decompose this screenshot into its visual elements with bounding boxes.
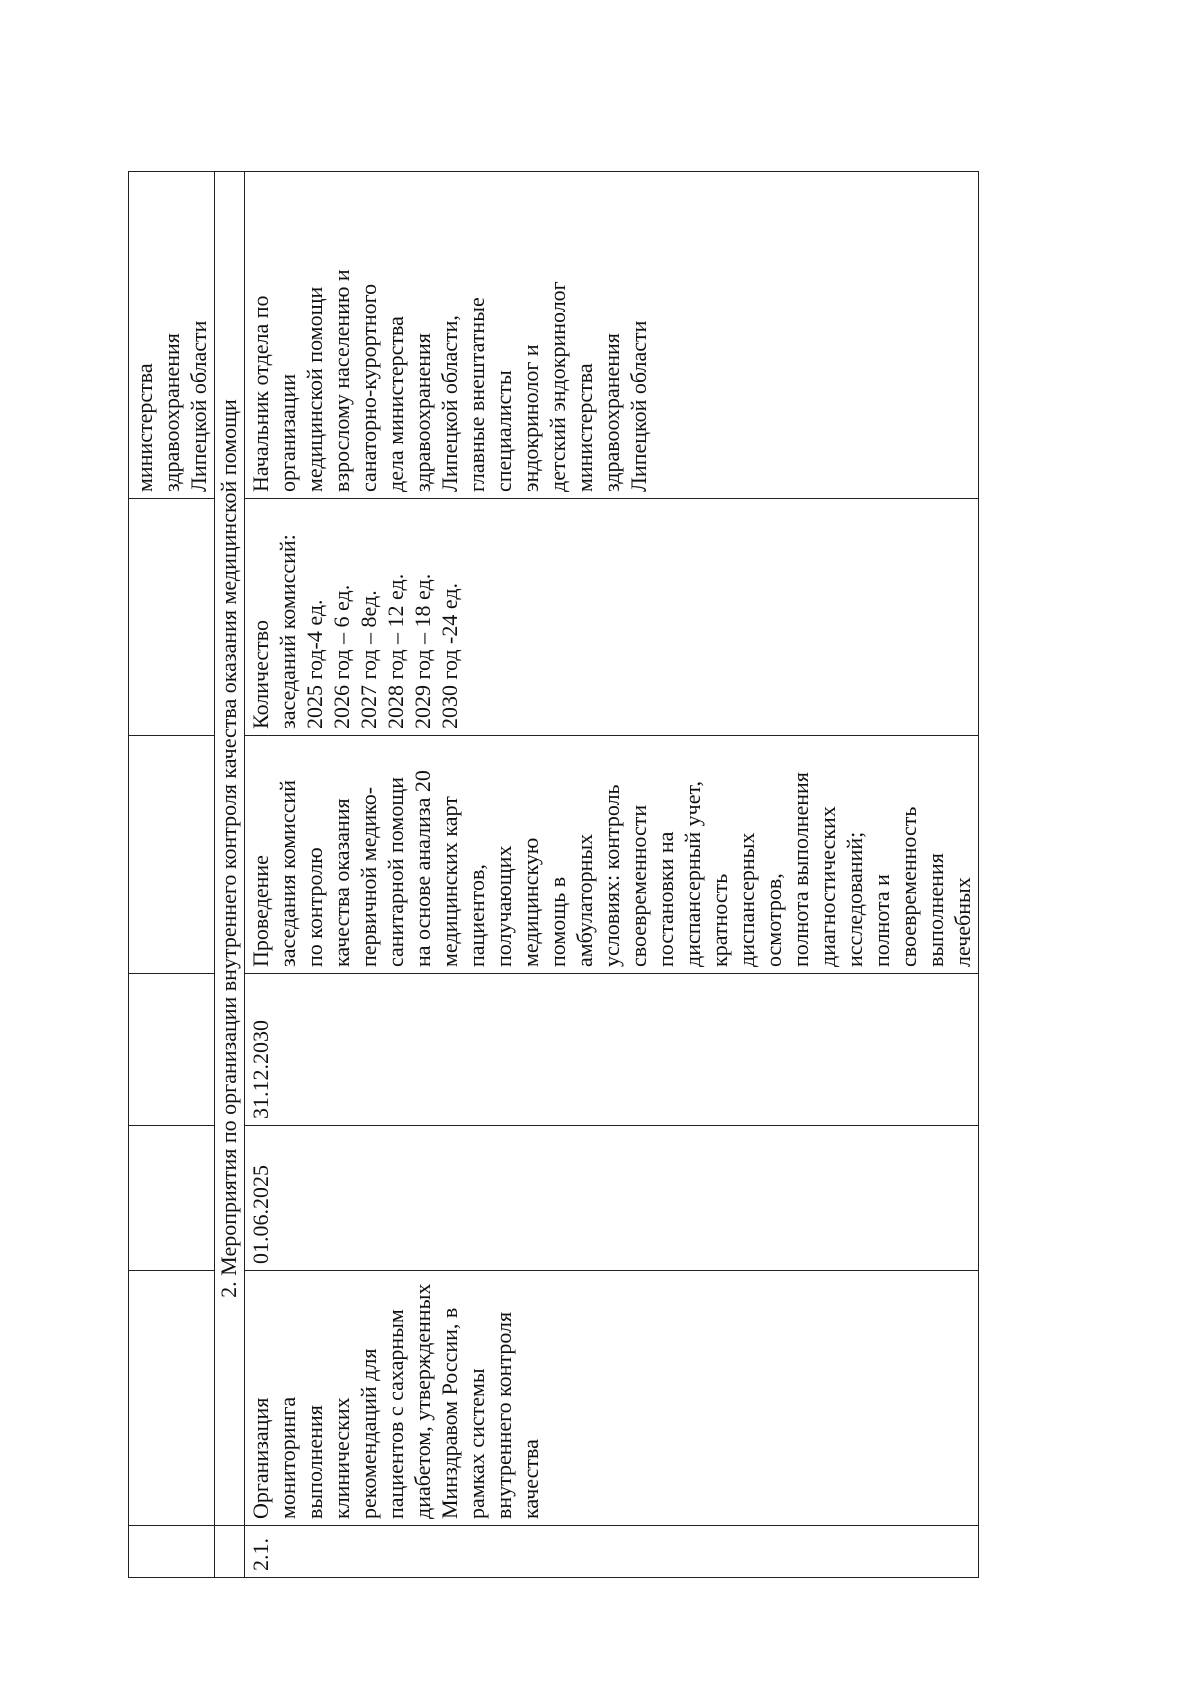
text-line: Начальник отдела по [248, 295, 273, 492]
cell-empty [129, 1526, 215, 1578]
text-line: Минздравом России, в [437, 1307, 462, 1519]
indicator-cell [245, 499, 979, 736]
text-line: постановки на [653, 831, 678, 967]
text-line: здравоохранения [410, 333, 435, 492]
text-line: по контролю [302, 847, 327, 967]
text-line: мониторинга [275, 1396, 300, 1519]
rotated-table-wrapper [128, 172, 975, 1578]
text-line: здравоохранения [159, 333, 184, 492]
text-line: 2026 год – 6 ед. [329, 584, 354, 729]
description-cell [245, 736, 979, 974]
text-line: дела министерства [383, 316, 408, 492]
row-number: 2.1. [245, 1526, 979, 1578]
text-line: 2025 год-4 ед. [302, 599, 327, 729]
text-line: пациентов с сахарным [383, 1309, 408, 1519]
text-line: взрослому населению и [329, 269, 354, 492]
cell-empty [215, 1526, 245, 1578]
cell-empty [129, 1271, 215, 1526]
continuation-row [129, 172, 215, 1578]
text-line: медицинской помощи [302, 286, 327, 492]
text-line: эндокринолог и [518, 344, 543, 492]
text-line: Организация [248, 1397, 273, 1519]
text-line: рамках системы [464, 1368, 489, 1519]
text-line: министерства [572, 363, 597, 492]
text-line: диагностических [815, 806, 840, 967]
text-line: первичной медико- [356, 786, 381, 967]
cell-empty [129, 736, 215, 974]
text-line: 2030 год -24 ед. [437, 582, 462, 729]
section-row [215, 172, 245, 1578]
cell-empty [129, 974, 215, 1126]
text-line: медицинскую [518, 837, 543, 967]
plan-table [128, 171, 979, 1578]
text-line: кратность [707, 873, 732, 967]
text-line: Липецкой области, [437, 315, 462, 492]
text-line: санаторно-курортного [356, 283, 381, 492]
text-line: Липецкой области [186, 320, 211, 492]
text-line: исследований; [842, 831, 867, 967]
section-title: 2. Мероприятия по организации внутреннего контроля качества оказания медицинской помощи [215, 172, 245, 1526]
text-line: санитарной помощи [383, 776, 408, 967]
text-line: организации [275, 373, 300, 492]
measure-name-cell [245, 1271, 979, 1526]
text-line: клинических [329, 1397, 354, 1519]
text-line: заседания комиссий [275, 779, 300, 967]
text-line: здравоохранения [599, 333, 624, 492]
text-line: 2029 год – 18 ед. [410, 573, 435, 729]
text-line: выполнения [302, 1405, 327, 1519]
text-line: заседаний комиссий: [275, 534, 300, 729]
text-line: получающих [491, 845, 516, 967]
text-line: на основе анализа 20 [410, 770, 435, 967]
continuation-responsible-cell [129, 172, 215, 499]
start-date-cell: 01.06.2025 [245, 1126, 979, 1271]
text-line: качества оказания [329, 798, 354, 967]
text-line: детский эндокринолог [545, 281, 570, 492]
text-line: специалисты [491, 370, 516, 492]
end-date-cell: 31.12.2030 [245, 974, 979, 1126]
text-line: внутреннего контроля [491, 1311, 516, 1519]
text-line: лечебных [950, 877, 975, 967]
text-line: выполнения [923, 853, 948, 967]
text-line: условиях: контроль [599, 784, 624, 967]
responsible-cell [245, 172, 979, 499]
text-line: диабетом, утвержденных [410, 1283, 435, 1519]
text-line: диспансерных [734, 832, 759, 967]
text-line: полнота выполнения [788, 772, 813, 967]
text-line: помощь в [545, 876, 570, 967]
text-line: своевременность [896, 806, 921, 967]
text-line: пациентов, [464, 864, 489, 967]
text-line: Количество [248, 619, 273, 729]
text-line: Проведение [248, 855, 273, 967]
text-line: министерства [132, 363, 157, 492]
table-row [245, 172, 979, 1578]
text-line: полнота и [869, 874, 894, 967]
text-line: медицинских карт [437, 796, 462, 967]
text-line: Липецкой области [626, 320, 651, 492]
text-line: качества [518, 1439, 543, 1519]
text-line: 2027 год – 8ед. [356, 590, 381, 729]
text-line: 2028 год – 12 ед. [383, 573, 408, 729]
cell-empty [129, 1126, 215, 1271]
text-line: амбулаторных [572, 833, 597, 967]
text-line: своевременности [626, 804, 651, 967]
cell-empty [129, 499, 215, 736]
text-line: рекомендаций для [356, 1348, 381, 1519]
text-line: осмотров, [761, 873, 786, 967]
text-line: главные внештатные [464, 297, 489, 492]
text-line: диспансерный учет, [680, 781, 705, 967]
